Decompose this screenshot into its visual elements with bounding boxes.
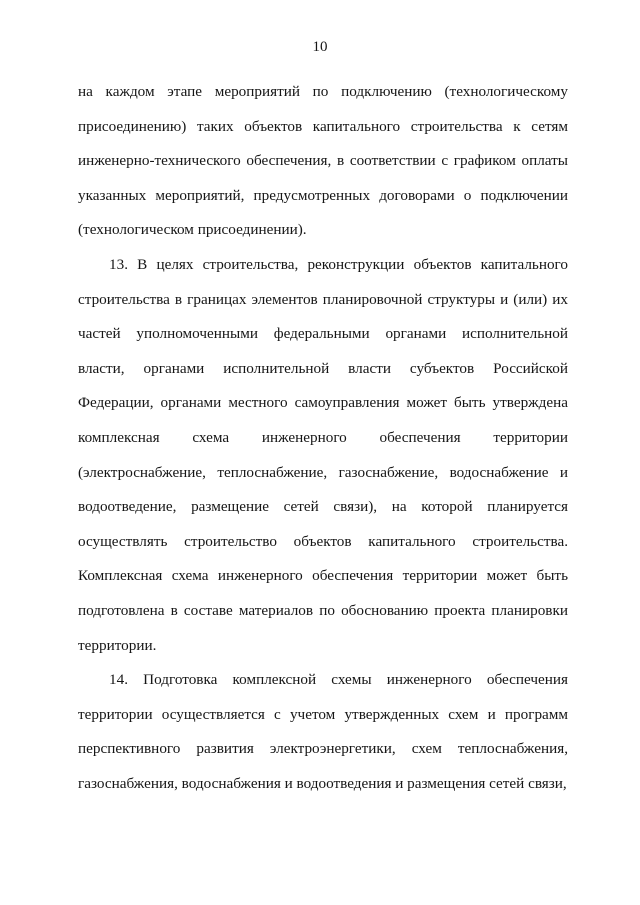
document-body (78, 75, 568, 801)
page-number: 10 (312, 39, 328, 55)
paragraph-continuation: на каждом этапе мероприятий по подключению (технологическому присоединению) таких объектов капитального строительства к сетям инженерно-технического обеспечения, в соответствии с графиком оплаты указанных мероприятий, предусмотренных договорами о подключении (технологическом присоединении). (78, 83, 568, 239)
paragraph-14: 14. Подготовка комплексной схемы инженерного обеспечения территории осуществляется с учетом утвержденных схем и программ перспективного развития электроэнергетики, схем теплоснабжения, газоснабжения, водоснабжения и водоотведения и размещения сетей связи, (78, 671, 568, 792)
paragraph-13: 13. В целях строительства, реконструкции объектов капитального строительства в границах элементов планировочной структуры и (или) их частей уполномоченными федеральными органами исполнительной власти, органами исполнительной власти субъектов Российской Федерации, органами местного самоуправления может быть утверждена комплексная схема инженерного обеспечения территории (электроснабжение, теплоснабжение, газоснабжение, водоснабжение и водоотведение, размещение сетей связи), на которой планируется осуществлять строительство объектов капитального строительства. Комплексная схема инженерного обеспечения территории может быть подготовлена в составе материалов по обоснованию проекта планировки территории. (78, 255, 568, 654)
